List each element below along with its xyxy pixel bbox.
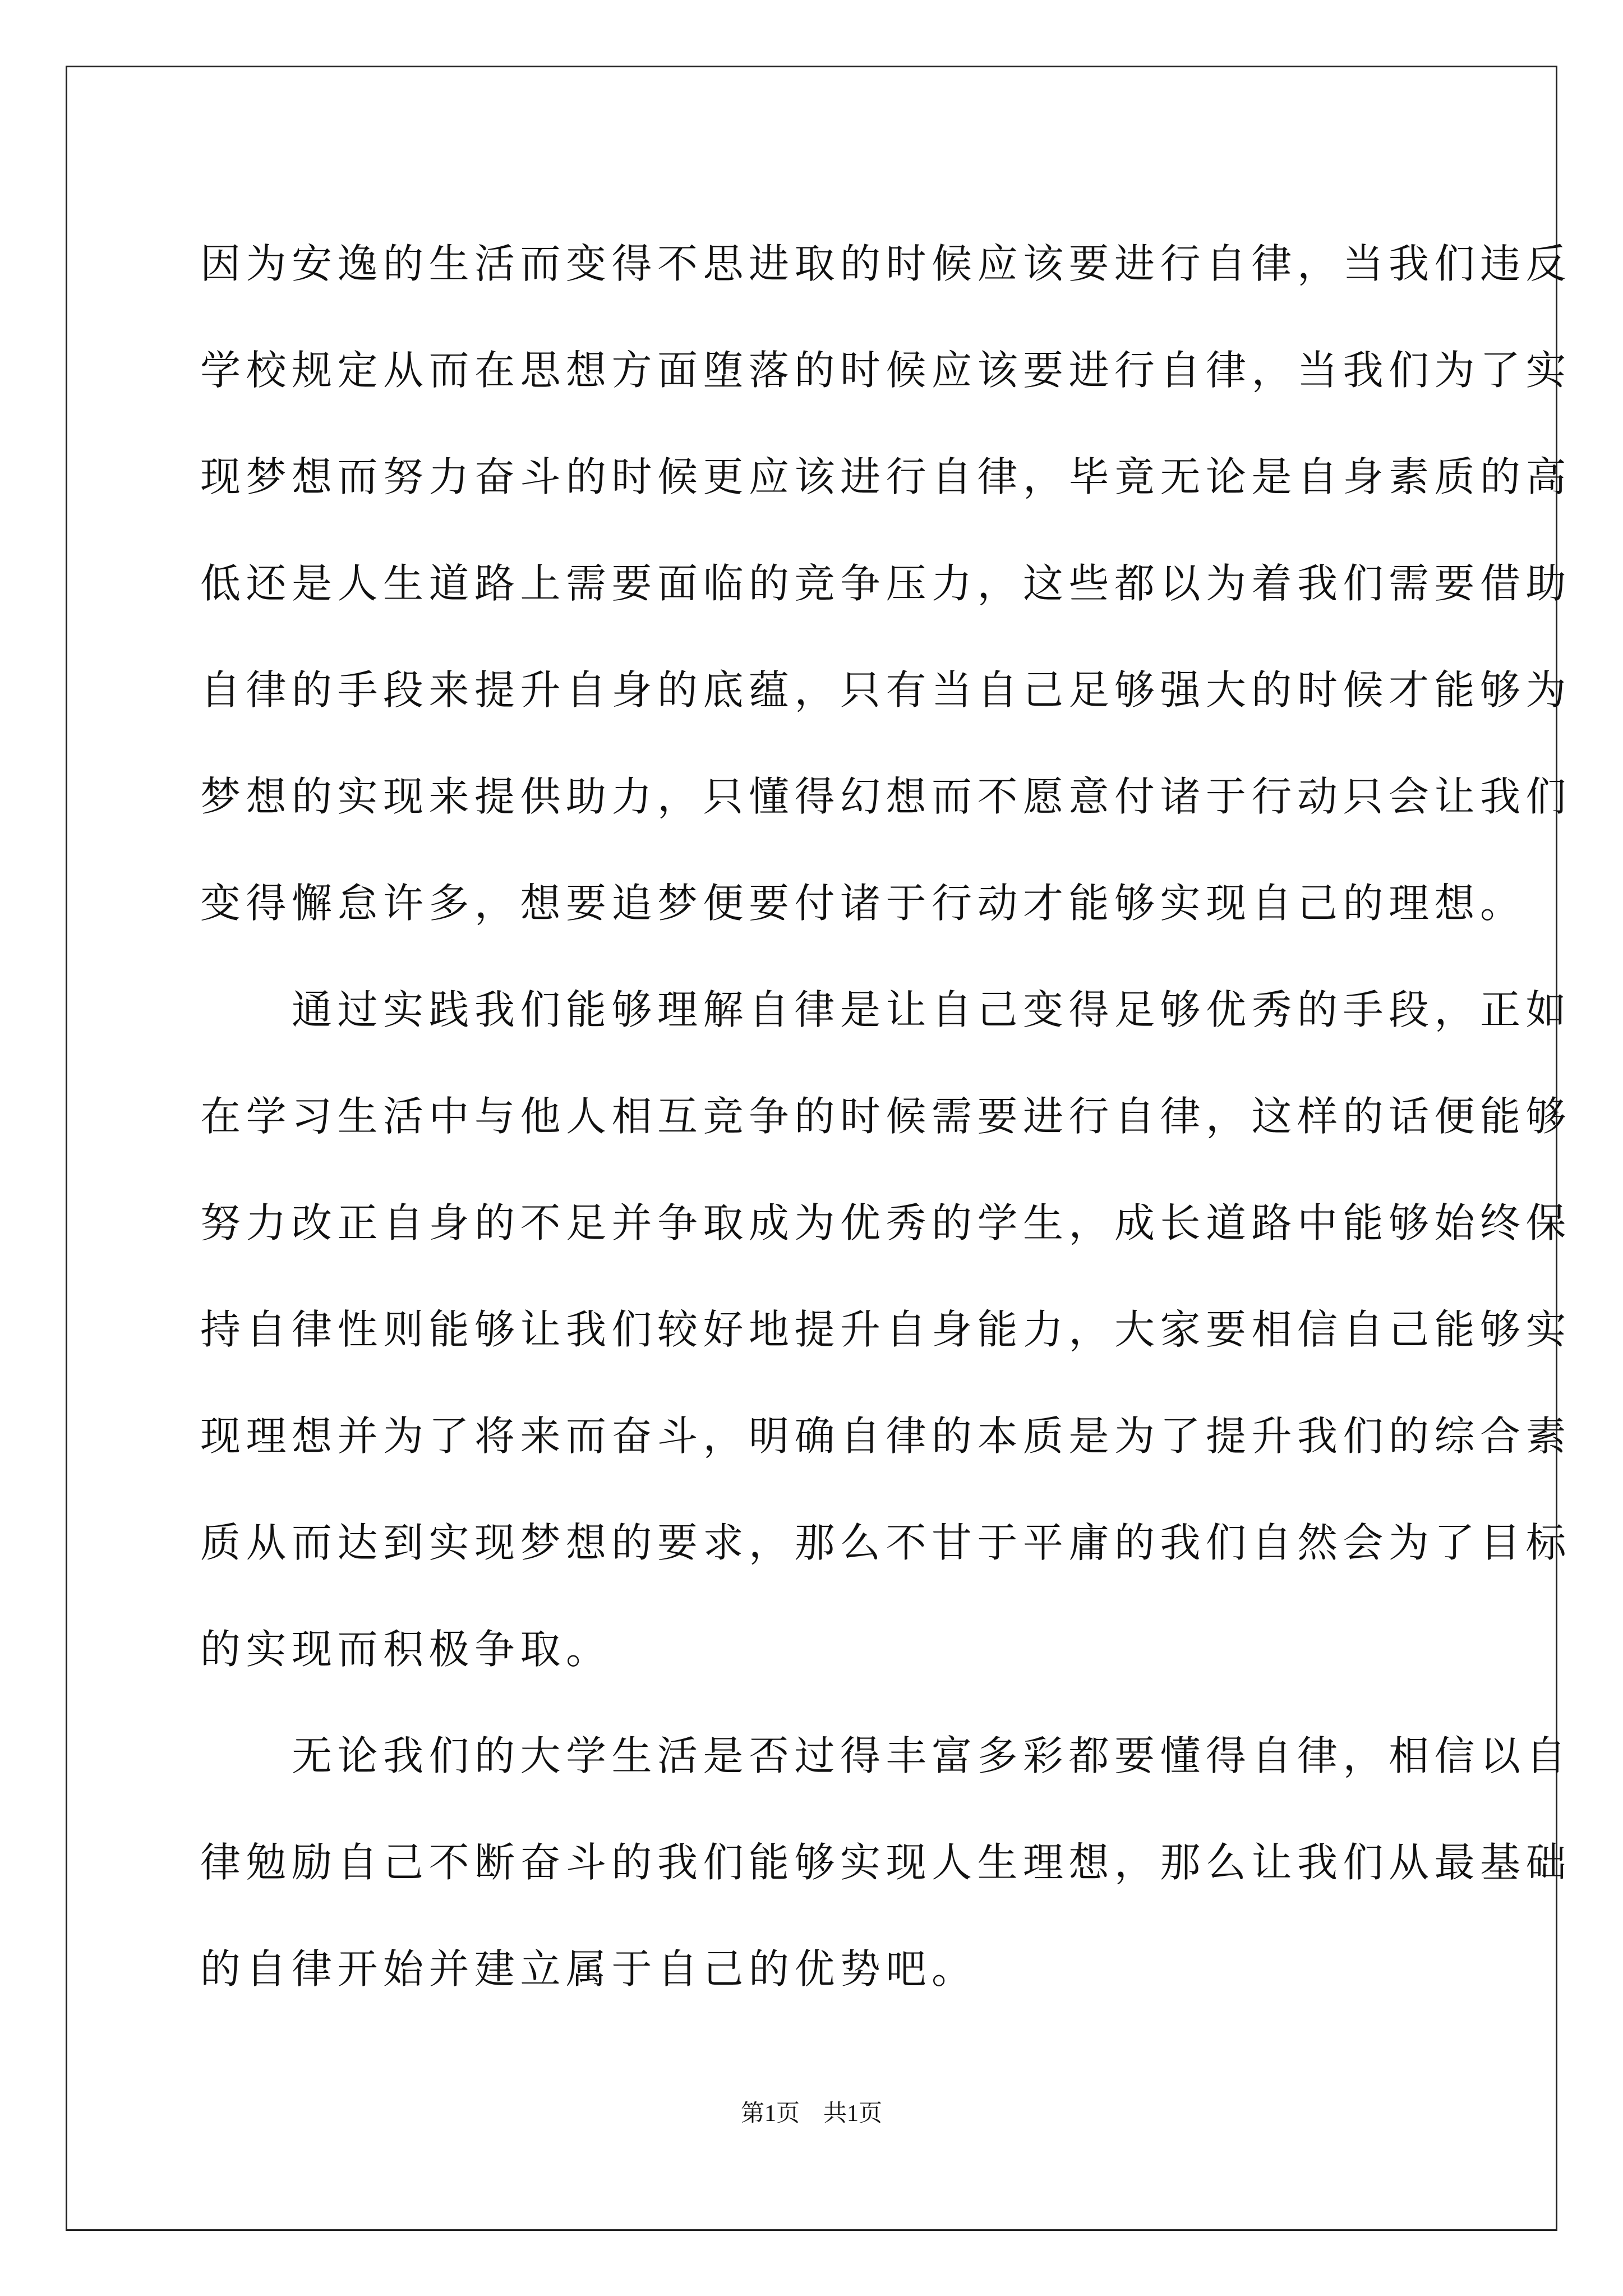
text-line: 学校规定从而在思想方面堕落的时候应该要进行自律，当我们为了实: [200, 347, 1572, 394]
text-line: 在学习生活中与他人相互竞争的时候需要进行自律，这样的话便能够: [200, 1093, 1572, 1140]
paragraph-start-line: 通过实践我们能够理解自律是让自己变得足够优秀的手段，正如: [200, 986, 1572, 1033]
paragraph-start-line: 无论我们的大学生活是否过得丰富多彩都要懂得自律，相信以自: [200, 1732, 1572, 1779]
text-line: 梦想的实现来提供助力，只懂得幻想而不愿意付诸于行动只会让我们: [200, 773, 1572, 820]
text-line: 低还是人生道路上需要面临的竞争压力，这些都以为着我们需要借助: [200, 560, 1572, 607]
text-line: 变得懈怠许多，想要追梦便要付诸于行动才能够实现自己的理想。: [200, 880, 1526, 927]
text-line: 质从而达到实现梦想的要求，那么不甘于平庸的我们自然会为了目标: [200, 1519, 1572, 1566]
text-line: 因为安逸的生活而变得不思进取的时候应该要进行自律，当我们违反: [200, 240, 1572, 287]
text-line: 现梦想而努力奋斗的时候更应该进行自律，毕竟无论是自身素质的高: [200, 453, 1572, 500]
page-number-footer: 第1页 共1页: [740, 2101, 882, 2127]
text-line: 自律的手段来提升自身的底蕴，只有当自己足够强大的时候才能够为: [200, 666, 1572, 714]
text-line: 现理想并为了将来而奋斗，明确自律的本质是为了提升我们的综合素: [200, 1412, 1572, 1460]
text-line: 持自律性则能够让我们较好地提升自身能力，大家要相信自己能够实: [200, 1306, 1572, 1353]
text-line: 律勉励自己不断奋斗的我们能够实现人生理想，那么让我们从最基础: [200, 1839, 1572, 1886]
document-body: [200, 210, 1572, 2022]
text-line: 努力改正自身的不足并争取成为优秀的学生，成长道路中能够始终保: [200, 1199, 1572, 1246]
text-line: 的实现而积极争取。: [200, 1626, 612, 1673]
text-line: 的自律开始并建立属于自己的优势吧。: [200, 1945, 978, 1993]
